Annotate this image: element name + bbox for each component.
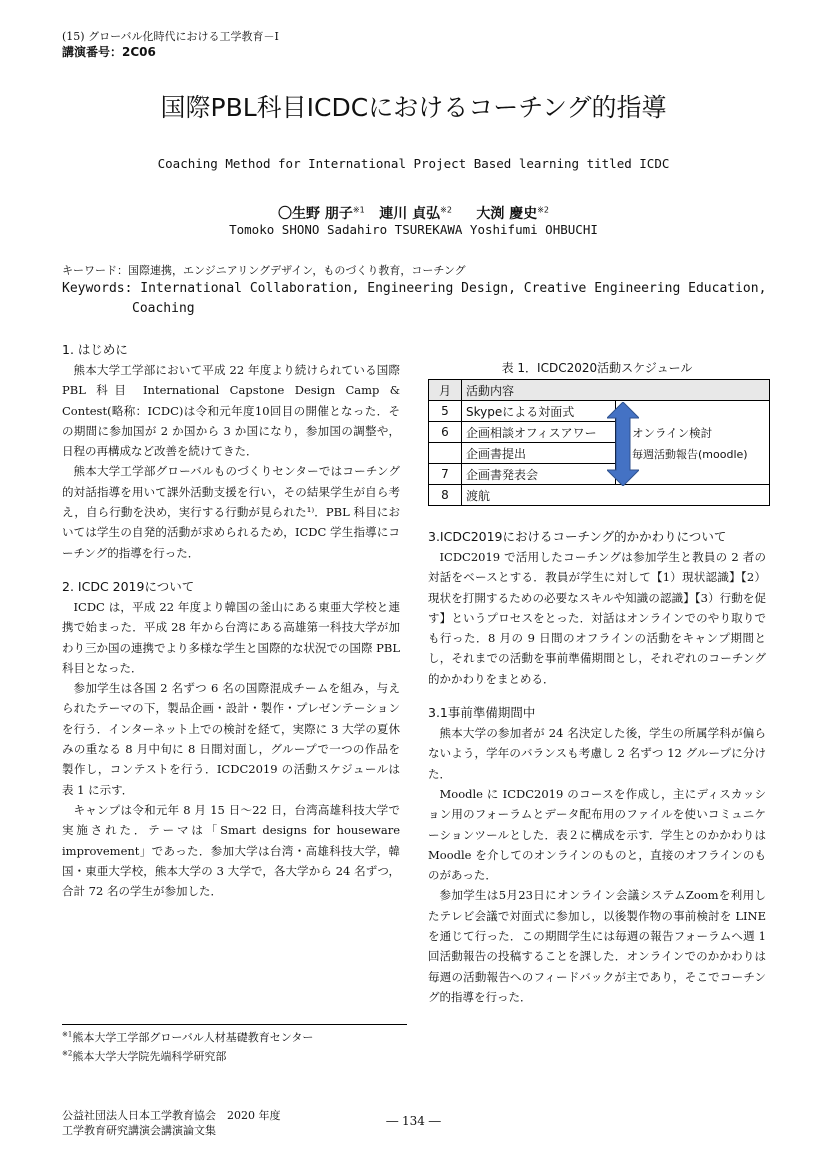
section-3-1-paragraph: 熊本大学の参加者が 24 名決定した後，学生の所属学科が偏らないよう，学年のバランスも考慮し 2 名ずつ 12 グループに分けた． — [428, 726, 766, 781]
section-2-paragraph: キャンプは令和元年 8 月 15 日～22 日，台湾高雄科技大学で実施された．テーマは「Smart designs for houseware improvement」であった．参加大学は台湾・高雄科技大学，韓国・東亜大学校，熊本大学の 3 大学で，各大学から 24 名ずつ，合計 72 名の学生が参加した． — [62, 802, 400, 899]
section-3-1-paragraph: 参加学生は5月23日にオンライン会議システムZoomを利用したテレビ会議で対面式に参加し，以後製作物の事前検討を LINE を通じて行った．この期間学生には毎週の報告フォーラムへ週 1 回活動報告の投稿することを課した．オンラインでのかかわりは毎週の活動報告へのフィードバックが主であり，そこでコーチング的指導を行った． — [428, 888, 766, 1004]
authors-english: Tomoko SHONO Sadahiro TSUREKAWA Yoshifumi OHBUCHI — [229, 222, 598, 237]
table-cell-activity: Skypeによる対面式 — [462, 401, 616, 422]
table-cell-month — [429, 443, 462, 464]
table-header-row — [429, 380, 770, 401]
footnote-2-mark: ※2 — [62, 1049, 73, 1058]
author-2: 連川 貞弘 — [379, 206, 441, 222]
double-arrow-icon — [607, 402, 639, 486]
authors-japanese — [0, 203, 827, 223]
table-cell-month: 7 — [429, 464, 462, 485]
section-3-1-heading: 3.1事前準備期間中 — [428, 705, 536, 721]
section-2-paragraph: ICDC は，平成 22 年度より韓国の釜山にある東亜大学校と連携で始まった．平成 28 年から台湾にある高雄第一科技大学が加わり三か国の連携でより多様な学生と国際的な状況での国際 PBL 科目となった． — [62, 599, 400, 675]
section-1-heading: 1. はじめに — [62, 342, 128, 357]
keywords-english-line1: Keywords: International Collaboration, Engineering Design, Creative Engineering Education, — [62, 281, 767, 296]
section-2-heading: 2. ICDC 2019について — [62, 578, 195, 594]
section-1-paragraph: 熊本大学工学部において平成 22 年度より続けられている国際 PBL 科目 International Capstone Design Camp & Contest(略称：ICDC)は令和元年度10回目の開催となった．その期間に参加国が 2 か国から 3 か国になり，参加国の調整や，日程の再構成など改善を続けてきた． — [62, 363, 400, 459]
section-1-paragraph: 熊本大学工学部グローバルものづくりセンターではコーチング的対話指導を用いて課外活動支援を行い，その結果学生が自ら考え，自ら行動を決め，実行する行動が見られた¹⁾．PBL 科目においては学生の自発的活動が求められるため，ICDC 学生指導にコーチング的指導を行った． — [62, 464, 400, 560]
author-1-affil: ※1 — [352, 205, 365, 215]
table-row — [429, 485, 770, 506]
keywords-japanese: キーワード：国際連携，エンジニアリングデザイン，ものづくり教育，コーチング — [62, 264, 466, 277]
author-3-affil: ※2 — [537, 205, 549, 215]
footnote-1 — [62, 1029, 313, 1045]
author-3: 大渕 慶史 — [476, 206, 538, 222]
lecture-number: 講演番号：2C06 — [62, 45, 156, 59]
table-header-month: 月 — [429, 380, 462, 401]
footnote-1-text: 熊本大学工学部グローバル人材基礎教育センター — [72, 1031, 314, 1044]
table-cell-activity: 企画相談オフィスアワー — [462, 422, 616, 443]
paper-subtitle: Coaching Method for International Project Based learning titled ICDC — [157, 156, 670, 171]
table-cell-month: 5 — [429, 401, 462, 422]
author-2-affil: ※2 — [440, 205, 452, 215]
table-cell-month: 8 — [429, 485, 462, 506]
keywords-english-line2: Coaching — [132, 301, 195, 316]
table-note-online: オンライン検討 — [632, 426, 713, 440]
footnote-2-text: 熊本大学大学院先端科学研究部 — [72, 1050, 227, 1063]
left-column — [62, 340, 400, 901]
paper-title: 国際PBL科目ICDCにおけるコーチング的指導 — [160, 93, 667, 122]
author-1: 〇生野 朋子 — [277, 206, 353, 222]
footer-proceedings: 工学教育研究講演会講演論文集 — [62, 1124, 216, 1137]
table-row — [429, 401, 770, 422]
keywords-english — [62, 279, 782, 319]
footnote-divider — [62, 1024, 407, 1025]
table-cell-activity: 企画書発表会 — [462, 464, 616, 485]
table-1 — [428, 379, 770, 506]
footnote-1-mark: ※1 — [62, 1030, 73, 1039]
section-3-heading: 3.ICDC2019におけるコーチング的かかわりについて — [428, 529, 727, 544]
section-2-paragraph: 参加学生は各国 2 名ずつ 6 名の国際混成チームを組み，与えられたテーマの下，製品企画・設計・製作・プレゼンテーションを行う．インターネット上での検討を経て，実際に 3 大学の夏休みの重なる 8 月中旬に 8 日間対面し，グループで一つの作品を製作し，コンテストを行う．ICDC2019 の活動スケジュールは表 1 に示す． — [62, 681, 400, 797]
table-cell-activity: 企画書提出 — [462, 443, 616, 464]
table-note-weekly: 毎週活動報告(moodle) — [632, 448, 748, 461]
table-cell-month: 6 — [429, 422, 462, 443]
running-header: (15) グローバル化時代における工学教育－I — [62, 30, 279, 43]
footnote-2 — [62, 1048, 226, 1064]
table-1-caption: 表 1．ICDC2020活動スケジュール — [501, 361, 693, 375]
table-header-activity: 活動内容 — [462, 380, 770, 401]
right-column — [428, 527, 766, 1007]
section-3-1-paragraph: Moodle に ICDC2019 のコースを作成し，主にディスカッション用のフォーラムとデータ配布用のファイルを使いコミュニケーションツールとした．表２に構成を示す．学生とのかかわりは Moodle を介してのオンラインのものと，直接のオフラインのものがあった． — [428, 786, 766, 883]
section-3-paragraph: ICDC2019 で活用したコーチングは参加学生と教員の 2 者の対話をベースとする．教員が学生に対して【1）現状認識】【2）現状を打開するための必要なスキルや知識の認識】【3）行動を促す】というプロセスをとった．対話はオンラインでのやり取りでも行った．8 月の 9 日間のオフラインの活動をキャンプ期間とし，それまでの活動を事前準備期間とし，それぞれのコーチング的かかわりをまとめる． — [428, 550, 766, 686]
footer-organization: 公益社団法人日本工学教育協会 2020 年度 — [62, 1109, 281, 1122]
page-number: ― 134 ― — [386, 1114, 441, 1128]
table-cell-activity: 渡航 — [462, 485, 770, 506]
